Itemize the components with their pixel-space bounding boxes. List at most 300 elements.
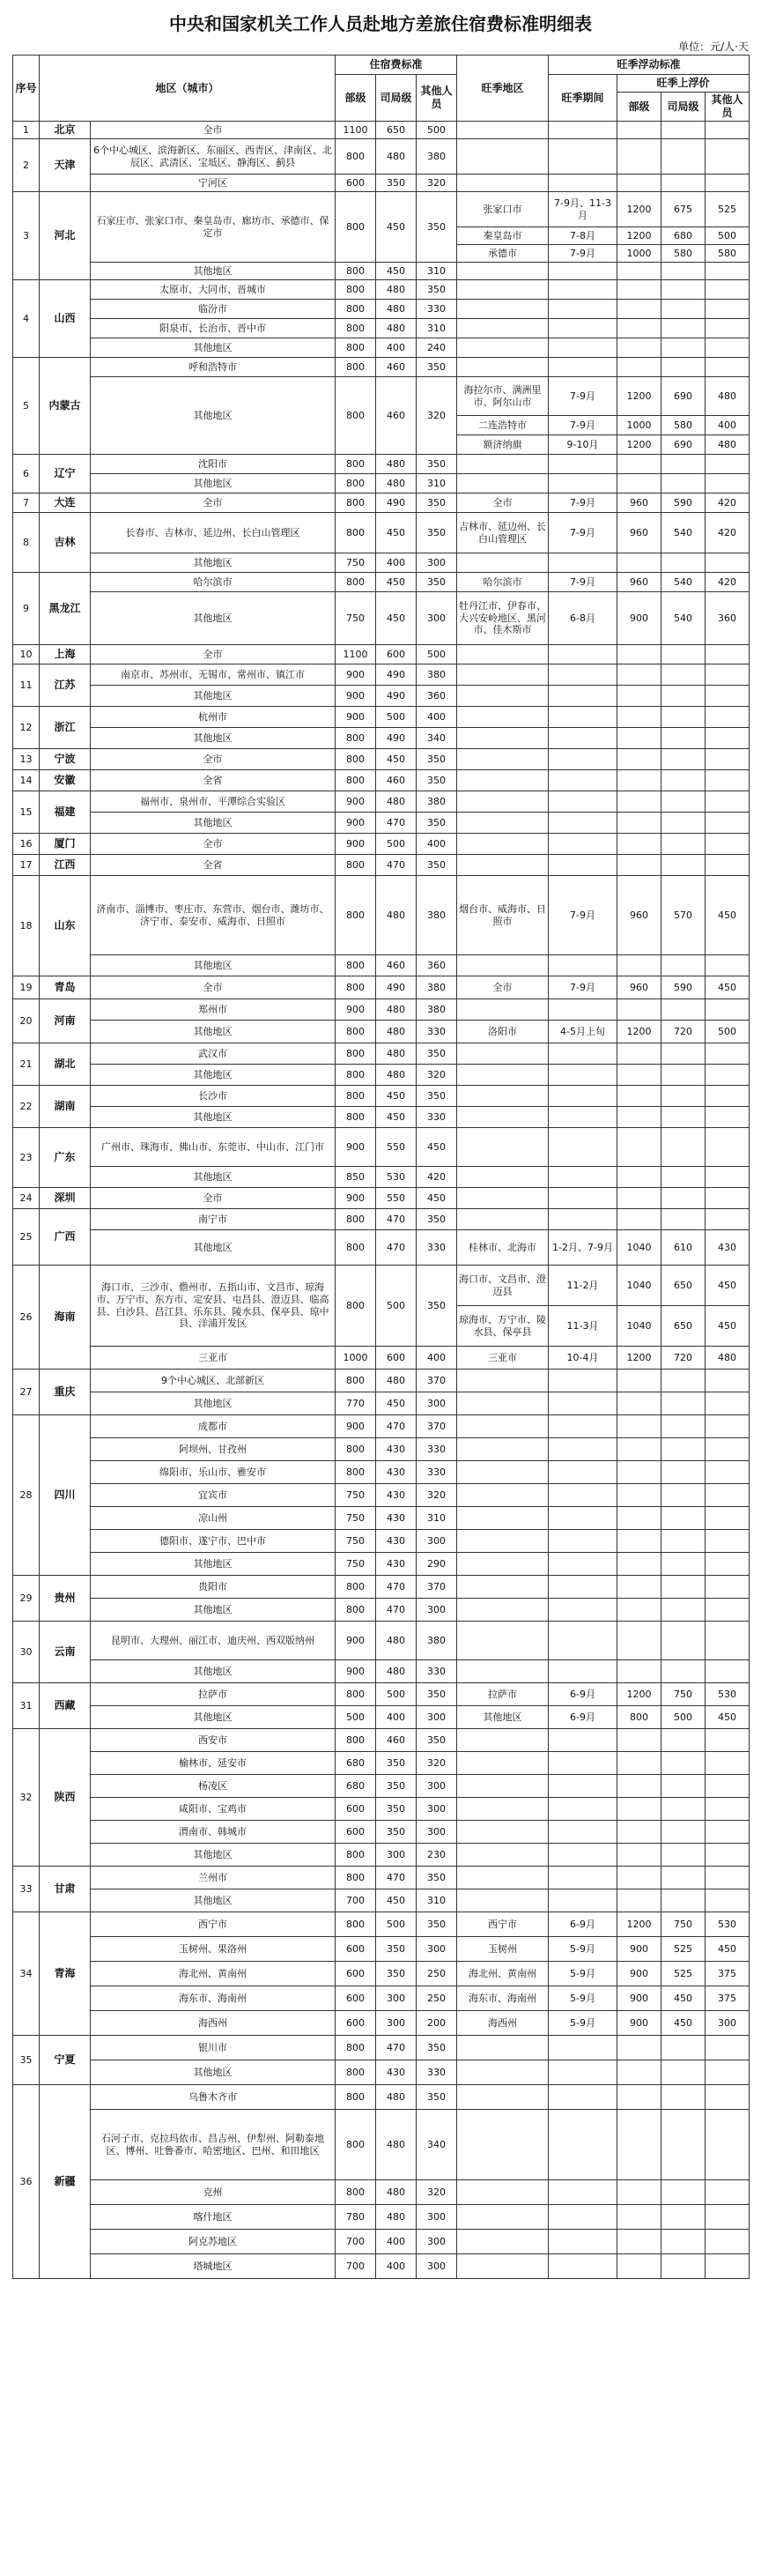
table-row <box>13 280 750 300</box>
empty-cell <box>549 174 617 192</box>
peak-region: 玉树州 <box>457 1937 549 1962</box>
empty-cell <box>457 1844 549 1867</box>
seq-number: 10 <box>13 645 40 664</box>
empty-cell <box>617 122 661 139</box>
header-peak-period: 旺季期间 <box>549 75 617 122</box>
rate-bureau: 450 <box>376 513 417 553</box>
empty-cell <box>457 749 549 770</box>
empty-cell <box>457 174 549 192</box>
table-row <box>13 377 750 416</box>
peak-dept: 900 <box>617 1937 661 1962</box>
empty-cell <box>617 1484 661 1507</box>
empty-cell <box>549 1415 617 1438</box>
area-name: 全市 <box>91 494 336 513</box>
empty-cell <box>706 553 750 573</box>
seq-number: 19 <box>13 976 40 999</box>
rate-bureau: 430 <box>376 1530 417 1553</box>
empty-cell <box>549 1065 617 1086</box>
table-row <box>13 319 750 338</box>
rate-bureau: 350 <box>376 1962 417 1986</box>
rate-dept: 800 <box>336 1107 376 1128</box>
rate-bureau: 470 <box>376 1230 417 1266</box>
rate-dept: 770 <box>336 1392 376 1415</box>
province-name: 安徽 <box>40 770 91 791</box>
peak-other: 500 <box>706 227 750 245</box>
peak-other: 450 <box>706 876 750 955</box>
empty-cell <box>706 1043 750 1065</box>
rate-other: 500 <box>417 122 457 139</box>
unit-label: 单位：元/人·天 <box>678 41 749 53</box>
rate-bureau: 480 <box>376 319 417 338</box>
rate-other: 350 <box>417 855 457 876</box>
empty-cell <box>661 1086 706 1107</box>
peak-dept: 1040 <box>617 1266 661 1306</box>
empty-cell <box>549 1752 617 1775</box>
empty-cell <box>617 2230 661 2254</box>
peak-dept: 900 <box>617 1986 661 2011</box>
table-row <box>13 192 750 227</box>
table-row <box>13 1484 750 1507</box>
table-row <box>13 876 750 955</box>
empty-cell <box>457 1660 549 1683</box>
area-name: 海北州、黄南州 <box>91 1962 336 1986</box>
rate-bureau: 500 <box>376 1683 417 1706</box>
empty-cell <box>457 2110 549 2180</box>
rate-bureau: 490 <box>376 686 417 707</box>
peak-other: 420 <box>706 513 750 553</box>
peak-dept: 1200 <box>617 192 661 227</box>
empty-cell <box>706 855 750 876</box>
empty-cell <box>706 1729 750 1752</box>
rate-other: 380 <box>417 1622 457 1660</box>
peak-bureau: 540 <box>661 592 706 645</box>
empty-cell <box>661 358 706 377</box>
rate-other: 350 <box>417 2085 457 2110</box>
table-row <box>13 1167 750 1188</box>
peak-dept: 1200 <box>617 1347 661 1370</box>
area-name: 其他地区 <box>91 1021 336 1043</box>
area-name: 石家庄市、张家口市、秦皇岛市、廊坊市、承德市、保定市 <box>91 192 336 263</box>
rate-other: 330 <box>417 1021 457 1043</box>
rate-bureau: 480 <box>376 1043 417 1065</box>
rate-bureau: 450 <box>376 192 417 263</box>
province-name: 福建 <box>40 791 91 834</box>
seq-number: 24 <box>13 1188 40 1209</box>
rate-bureau: 460 <box>376 358 417 377</box>
table-row <box>13 791 750 813</box>
empty-cell <box>617 139 661 174</box>
rate-other: 340 <box>417 2110 457 2180</box>
empty-cell <box>706 319 750 338</box>
rate-bureau: 490 <box>376 728 417 749</box>
table-row <box>13 855 750 876</box>
peak-other: 580 <box>706 245 750 263</box>
province-name: 新疆 <box>40 2085 91 2279</box>
seq-number: 23 <box>13 1128 40 1188</box>
area-name: 乌鲁木齐市 <box>91 2085 336 2110</box>
area-name: 玉树州、果洛州 <box>91 1937 336 1962</box>
area-name: 榆林市、延安市 <box>91 1752 336 1775</box>
peak-region: 海口市、文昌市、澄迈县 <box>457 1266 549 1306</box>
empty-cell <box>661 707 706 728</box>
empty-cell <box>549 319 617 338</box>
empty-cell <box>457 834 549 855</box>
rate-other: 230 <box>417 1844 457 1867</box>
peak-dept: 900 <box>617 2011 661 2036</box>
rate-bureau: 490 <box>376 494 417 513</box>
area-name: 其他地区 <box>91 553 336 573</box>
empty-cell <box>617 1392 661 1415</box>
empty-cell <box>457 955 549 976</box>
peak-dept: 1200 <box>617 1021 661 1043</box>
rate-bureau: 350 <box>376 1821 417 1844</box>
empty-cell <box>549 1128 617 1167</box>
rate-bureau: 430 <box>376 2060 417 2085</box>
rate-other: 300 <box>417 1937 457 1962</box>
rate-dept: 800 <box>336 474 376 494</box>
empty-cell <box>617 955 661 976</box>
peak-region: 吉林市、延边州、长白山管理区 <box>457 513 549 553</box>
rate-other: 330 <box>417 2060 457 2085</box>
area-name: 渭南市、韩城市 <box>91 1821 336 1844</box>
empty-cell <box>617 1461 661 1484</box>
header-rank-dept: 部级 <box>336 75 376 122</box>
empty-cell <box>706 1889 750 1912</box>
seq-number: 16 <box>13 834 40 855</box>
rate-dept: 800 <box>336 855 376 876</box>
peak-bureau: 720 <box>661 1347 706 1370</box>
province-name: 青海 <box>40 1912 91 2036</box>
peak-period: 6-9月 <box>549 1683 617 1706</box>
rate-dept: 1100 <box>336 122 376 139</box>
empty-cell <box>661 1775 706 1798</box>
rate-dept: 800 <box>336 573 376 592</box>
seq-number: 18 <box>13 876 40 976</box>
rate-bureau: 350 <box>376 174 417 192</box>
empty-cell <box>706 707 750 728</box>
empty-cell <box>457 1438 549 1461</box>
area-name: 6个中心城区、滨海新区、东丽区、西青区、津南区、北辰区、武清区、宝坻区、静海区、蓟县 <box>91 139 336 174</box>
empty-cell <box>661 263 706 280</box>
table-row <box>13 1752 750 1775</box>
area-name: 全市 <box>91 976 336 999</box>
empty-cell <box>617 749 661 770</box>
empty-cell <box>549 728 617 749</box>
peak-other: 450 <box>706 976 750 999</box>
peak-period: 7-9月 <box>549 494 617 513</box>
empty-cell <box>549 139 617 174</box>
empty-cell <box>617 1576 661 1599</box>
empty-cell <box>549 2036 617 2060</box>
rate-other: 350 <box>417 1683 457 1706</box>
empty-cell <box>661 1752 706 1775</box>
empty-cell <box>661 2254 706 2279</box>
empty-cell <box>457 1484 549 1507</box>
empty-cell <box>457 813 549 834</box>
rate-other: 240 <box>417 338 457 358</box>
table-row <box>13 338 750 358</box>
empty-cell <box>457 455 549 474</box>
province-name: 宁夏 <box>40 2036 91 2085</box>
empty-cell <box>706 1167 750 1188</box>
empty-cell <box>661 1821 706 1844</box>
peak-bureau: 610 <box>661 1230 706 1266</box>
table-row <box>13 300 750 319</box>
area-name: 其他地区 <box>91 1107 336 1128</box>
rate-bureau: 480 <box>376 2205 417 2230</box>
empty-cell <box>617 319 661 338</box>
table-row <box>13 1065 750 1086</box>
peak-period: 7-9月 <box>549 513 617 553</box>
table-row <box>13 513 750 553</box>
empty-cell <box>617 1370 661 1392</box>
rate-dept: 600 <box>336 1798 376 1821</box>
table-row <box>13 2011 750 2036</box>
peak-bureau: 450 <box>661 2011 706 2036</box>
empty-cell <box>661 999 706 1021</box>
empty-cell <box>549 664 617 686</box>
rate-bureau: 450 <box>376 1107 417 1128</box>
empty-cell <box>617 1188 661 1209</box>
empty-cell <box>457 2085 549 2110</box>
rate-other: 290 <box>417 1553 457 1576</box>
province-name: 浙江 <box>40 707 91 749</box>
empty-cell <box>706 1752 750 1775</box>
empty-cell <box>549 1107 617 1128</box>
area-name: 德阳市、遂宁市、巴中市 <box>91 1530 336 1553</box>
rate-dept: 750 <box>336 1484 376 1507</box>
area-name: 其他地区 <box>91 263 336 280</box>
empty-cell <box>457 1530 549 1553</box>
seq-number: 25 <box>13 1209 40 1266</box>
empty-cell <box>549 122 617 139</box>
empty-cell <box>549 999 617 1021</box>
area-name: 全市 <box>91 122 336 139</box>
area-name: 广州市、珠海市、佛山市、东莞市、中山市、江门市 <box>91 1128 336 1167</box>
seq-number: 22 <box>13 1086 40 1128</box>
header-peak-upper: 旺季上浮价 <box>617 75 750 93</box>
rate-other: 330 <box>417 1230 457 1266</box>
empty-cell <box>661 1660 706 1683</box>
peak-dept: 960 <box>617 494 661 513</box>
empty-cell <box>706 1660 750 1683</box>
empty-cell <box>457 664 549 686</box>
rate-other: 380 <box>417 664 457 686</box>
peak-dept: 960 <box>617 573 661 592</box>
peak-region: 三亚市 <box>457 1347 549 1370</box>
rate-bureau: 550 <box>376 1128 417 1167</box>
rate-bureau: 500 <box>376 707 417 728</box>
empty-cell <box>706 2110 750 2180</box>
area-name: 全省 <box>91 855 336 876</box>
empty-cell <box>457 1729 549 1752</box>
empty-cell <box>457 645 549 664</box>
empty-cell <box>617 474 661 494</box>
rate-bureau: 480 <box>376 280 417 300</box>
empty-cell <box>549 855 617 876</box>
rate-dept: 900 <box>336 664 376 686</box>
standards-table <box>12 55 750 2279</box>
peak-dept: 1200 <box>617 1912 661 1937</box>
rate-other: 350 <box>417 573 457 592</box>
empty-cell <box>617 686 661 707</box>
table-row <box>13 1507 750 1530</box>
empty-cell <box>617 553 661 573</box>
empty-cell <box>549 1043 617 1065</box>
area-name: 其他地区 <box>91 1065 336 1086</box>
empty-cell <box>617 2180 661 2205</box>
rate-other: 350 <box>417 749 457 770</box>
empty-cell <box>617 1065 661 1086</box>
peak-period: 11-3月 <box>549 1306 617 1347</box>
peak-period: 7-9月 <box>549 416 617 435</box>
empty-cell <box>617 1507 661 1530</box>
table-row <box>13 1775 750 1798</box>
empty-cell <box>617 1209 661 1230</box>
area-name: 昆明市、大理州、丽江市、迪庆州、西双版纳州 <box>91 1622 336 1660</box>
empty-cell <box>549 1867 617 1889</box>
province-name: 山西 <box>40 280 91 358</box>
rate-dept: 900 <box>336 999 376 1021</box>
rate-bureau: 350 <box>376 1798 417 1821</box>
table-row <box>13 976 750 999</box>
empty-cell <box>617 338 661 358</box>
peak-region: 额济纳旗 <box>457 435 549 455</box>
empty-cell <box>457 1798 549 1821</box>
empty-cell <box>661 1370 706 1392</box>
rate-bureau: 350 <box>376 1752 417 1775</box>
empty-cell <box>617 1775 661 1798</box>
area-name: 塔城地区 <box>91 2254 336 2279</box>
empty-cell <box>617 1553 661 1576</box>
peak-bureau: 675 <box>661 192 706 227</box>
rate-other: 360 <box>417 955 457 976</box>
empty-cell <box>661 139 706 174</box>
rate-bureau: 480 <box>376 1065 417 1086</box>
empty-cell <box>661 1553 706 1576</box>
rate-other: 320 <box>417 2180 457 2205</box>
rate-bureau: 400 <box>376 338 417 358</box>
peak-dept: 1040 <box>617 1306 661 1347</box>
peak-other: 500 <box>706 1021 750 1043</box>
peak-other: 525 <box>706 192 750 227</box>
rate-dept: 600 <box>336 174 376 192</box>
province-name: 宁波 <box>40 749 91 770</box>
rate-other: 310 <box>417 263 457 280</box>
province-name: 甘肃 <box>40 1867 91 1912</box>
peak-bureau: 450 <box>661 1986 706 2011</box>
empty-cell <box>706 1775 750 1798</box>
empty-cell <box>549 2085 617 2110</box>
empty-cell <box>661 553 706 573</box>
seq-number: 1 <box>13 122 40 139</box>
empty-cell <box>661 645 706 664</box>
table-row <box>13 1230 750 1266</box>
rate-other: 350 <box>417 1867 457 1889</box>
empty-cell <box>617 1107 661 1128</box>
peak-other: 300 <box>706 2011 750 2036</box>
area-name: 阿克苏地区 <box>91 2230 336 2254</box>
table-row <box>13 1912 750 1937</box>
peak-bureau: 500 <box>661 1706 706 1729</box>
seq-number: 35 <box>13 2036 40 2085</box>
rate-bureau: 400 <box>376 553 417 573</box>
area-name: 成都市 <box>91 1415 336 1438</box>
empty-cell <box>457 1867 549 1889</box>
empty-cell <box>706 834 750 855</box>
peak-dept: 1200 <box>617 1683 661 1706</box>
empty-cell <box>617 1622 661 1660</box>
empty-cell <box>706 358 750 377</box>
empty-cell <box>706 1507 750 1530</box>
seq-number: 12 <box>13 707 40 749</box>
peak-dept: 900 <box>617 592 661 645</box>
province-name: 湖南 <box>40 1086 91 1128</box>
province-name: 河南 <box>40 999 91 1043</box>
rate-dept: 800 <box>336 1370 376 1392</box>
empty-cell <box>706 1530 750 1553</box>
rate-bureau: 450 <box>376 1086 417 1107</box>
seq-number: 31 <box>13 1683 40 1729</box>
empty-cell <box>617 455 661 474</box>
peak-other: 450 <box>706 1937 750 1962</box>
peak-region: 拉萨市 <box>457 1683 549 1706</box>
rate-dept: 800 <box>336 876 376 955</box>
seq-number: 17 <box>13 855 40 876</box>
province-name: 湖北 <box>40 1043 91 1086</box>
peak-bureau: 690 <box>661 435 706 455</box>
peak-dept: 1200 <box>617 377 661 416</box>
rate-bureau: 460 <box>376 955 417 976</box>
rate-dept: 800 <box>336 1065 376 1086</box>
rate-dept: 900 <box>336 1188 376 1209</box>
empty-cell <box>457 1507 549 1530</box>
header-upper-dept: 部级 <box>617 93 661 122</box>
area-name: 贵阳市 <box>91 1576 336 1599</box>
area-name: 其他地区 <box>91 1844 336 1867</box>
area-name: 全市 <box>91 749 336 770</box>
table-row <box>13 1347 750 1370</box>
rate-bureau: 460 <box>376 770 417 791</box>
table-row <box>13 1461 750 1484</box>
empty-cell <box>661 813 706 834</box>
province-name: 厦门 <box>40 834 91 855</box>
rate-other: 330 <box>417 1461 457 1484</box>
rate-bureau: 480 <box>376 139 417 174</box>
header-rank-bureau: 司局级 <box>376 75 417 122</box>
peak-other: 480 <box>706 1347 750 1370</box>
empty-cell <box>549 749 617 770</box>
table-row <box>13 1021 750 1043</box>
rate-other: 500 <box>417 645 457 664</box>
empty-cell <box>617 174 661 192</box>
empty-cell <box>549 1599 617 1622</box>
empty-cell <box>549 263 617 280</box>
rate-dept: 800 <box>336 1867 376 1889</box>
empty-cell <box>457 300 549 319</box>
empty-cell <box>661 1167 706 1188</box>
seq-number: 27 <box>13 1370 40 1415</box>
rate-other: 350 <box>417 1043 457 1065</box>
empty-cell <box>457 1622 549 1660</box>
province-name: 重庆 <box>40 1370 91 1415</box>
peak-other: 400 <box>706 416 750 435</box>
empty-cell <box>706 2205 750 2230</box>
peak-dept: 1200 <box>617 435 661 455</box>
province-name: 四川 <box>40 1415 91 1576</box>
rate-dept: 800 <box>336 1461 376 1484</box>
rate-other: 380 <box>417 139 457 174</box>
